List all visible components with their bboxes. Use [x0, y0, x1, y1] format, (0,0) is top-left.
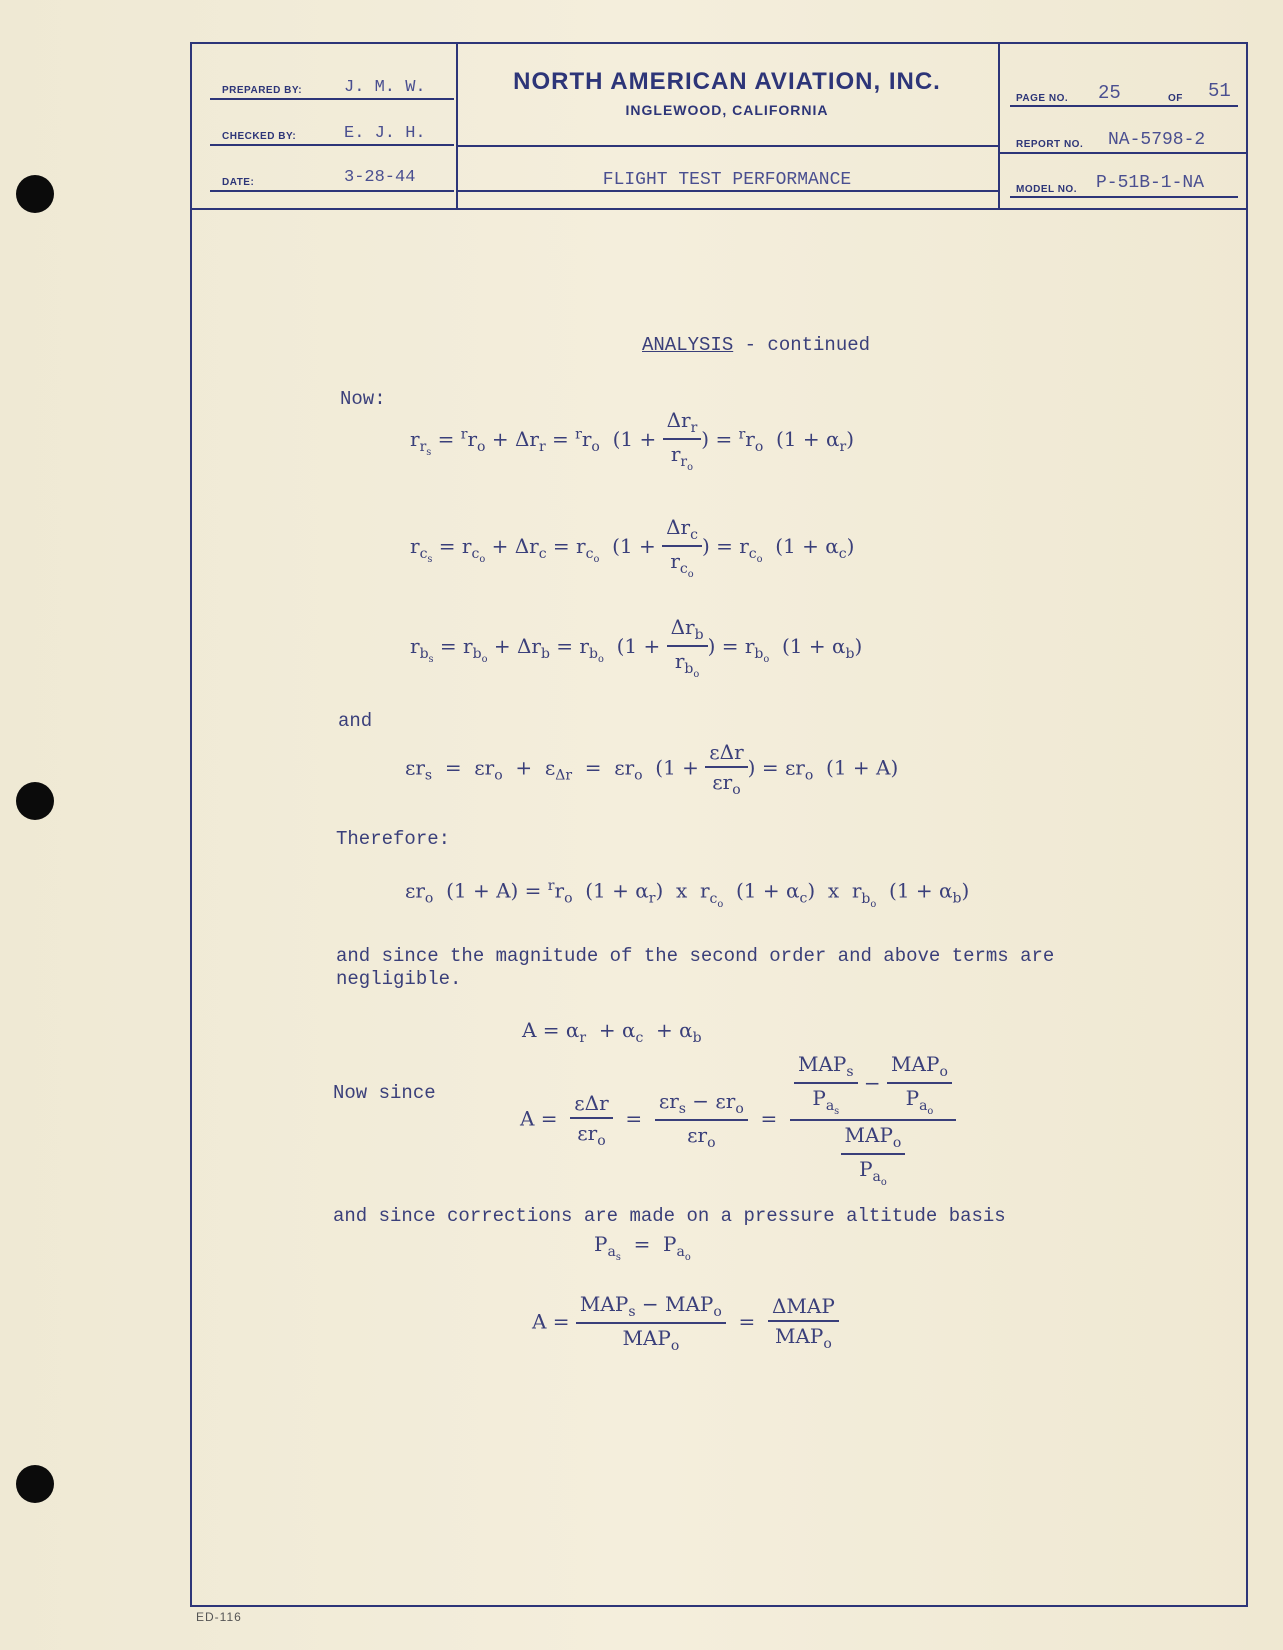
- pressure-basis-text: and since corrections are made on a pressure altitude basis: [333, 1205, 1006, 1227]
- date-line: [210, 190, 454, 192]
- binder-hole-top: [16, 175, 54, 213]
- second-order-text: and since the magnitude of the second order and above terms are: [336, 945, 1055, 967]
- company-location: INGLEWOOD, CALIFORNIA: [625, 102, 829, 118]
- checked-by-value: E. J. H.: [344, 124, 426, 143]
- equation-a-final: A = $\frac{MAP_s - MAP_o}{MAP_o}$ = $\frac{\text{ΔMAP}}{MAP_o}$: [532, 1292, 839, 1354]
- model-no-value: P-51B-1-NA: [1096, 173, 1205, 193]
- prepared-line: [210, 98, 454, 100]
- now-since-label: Now since: [333, 1082, 436, 1104]
- section-heading: [642, 334, 870, 356]
- report-no-value: NA-5798-2: [1108, 130, 1206, 150]
- binder-hole-middle: [16, 782, 54, 820]
- equation-product: $\varepsilon r_o$ $(1 + A) = ^rr_o$ $(1 + \alpha_r)$ x $r_{c_o}$ $(1 + \alpha_c)$ x $r_{b_o}$ $(1 + \alpha_b)$: [405, 878, 970, 910]
- equation-r-c: $r_{c_s} = r_{c_o} + \Delta r_c = r_{c_o}$ (1 + $\frac{\Delta r_c}{r_{c_o}}$ ) = $r_{c_o}$ $(1 + \alpha_c)$: [410, 515, 855, 580]
- report-line: [1000, 152, 1248, 154]
- now-label: Now:: [340, 388, 386, 410]
- equation-epsilon-r: $\varepsilon r_s = \varepsilon r_o + \varepsilon_{\Delta r} = \varepsilon r_o$ (1 + $\frac{\text{εΔr}}{\varepsilon r_o}$ ) = $\varepsilon r_o$ (1 + A): [405, 740, 899, 798]
- equation-pressure: $P_{a_s} = P_{a_o}$: [594, 1232, 691, 1263]
- binder-hole-bottom: [16, 1465, 54, 1503]
- equation-a-map: A = $\frac{\text{εΔr}}{\varepsilon r_o}$ = $\frac{\varepsilon r_s - \varepsilon r_o}{\varepsilon r_o}$ = $\frac{MAP_s}{P_{a_s}}$ − $\frac{MAP_o}{P_{a_o}}$ $\frac{MAP_o}{P_{a_o}}$: [520, 1052, 956, 1188]
- prepared-by-value: J. M. W.: [344, 78, 426, 97]
- page-line: [1010, 105, 1238, 107]
- subject-bottom-rule: [458, 190, 998, 192]
- subject-top-rule: [458, 145, 998, 147]
- page-no-value: 25: [1098, 82, 1121, 104]
- header-divider-right: [998, 42, 1000, 209]
- page-frame: [190, 42, 1248, 1607]
- therefore-label: Therefore:: [336, 828, 451, 850]
- prepared-by-label: PREPARED BY:: [222, 85, 303, 96]
- checked-by-label: CHECKED BY:: [222, 131, 297, 142]
- equation-r-b: $r_{b_s} = r_{b_o} + \Delta r_b = r_{b_o}$ (1 + $\frac{\Delta r_b}{r_{b_o}}$ ) = $r_{b_o}$ $(1 + \alpha_b)$: [410, 615, 863, 680]
- section-heading-title: ANALYSIS: [642, 334, 734, 356]
- second-order-text-2: negligible.: [336, 968, 462, 990]
- of-value: 51: [1208, 80, 1231, 102]
- and-label: and: [338, 710, 373, 732]
- report-no-label: REPORT NO.: [1016, 139, 1084, 150]
- equation-a-sum: $A = \alpha_r + \alpha_c + \alpha_b$: [522, 1018, 702, 1046]
- checked-line: [210, 144, 454, 146]
- section-heading-suffix: - continued: [733, 334, 871, 356]
- company-name: NORTH AMERICAN AVIATION, INC.: [513, 68, 941, 95]
- form-number: ED-116: [196, 1610, 242, 1624]
- page-no-label: PAGE NO.: [1016, 93, 1069, 104]
- report-subject: FLIGHT TEST PERFORMANCE: [602, 170, 852, 190]
- date-label: DATE:: [222, 177, 255, 188]
- of-label: OF: [1168, 93, 1183, 104]
- model-no-label: MODEL NO.: [1016, 184, 1077, 195]
- equation-r-r: $r_{r_s} = ^rr_o + \Delta r_r = ^rr_o$ (1 + $\frac{\Delta r_r}{r_{r_o}}$ ) = $^rr_o$ $(1 + \alpha_r)$: [410, 408, 855, 473]
- header-bottom-rule: [190, 208, 1248, 210]
- model-line: [1010, 196, 1238, 198]
- date-value: 3-28-44: [344, 168, 416, 187]
